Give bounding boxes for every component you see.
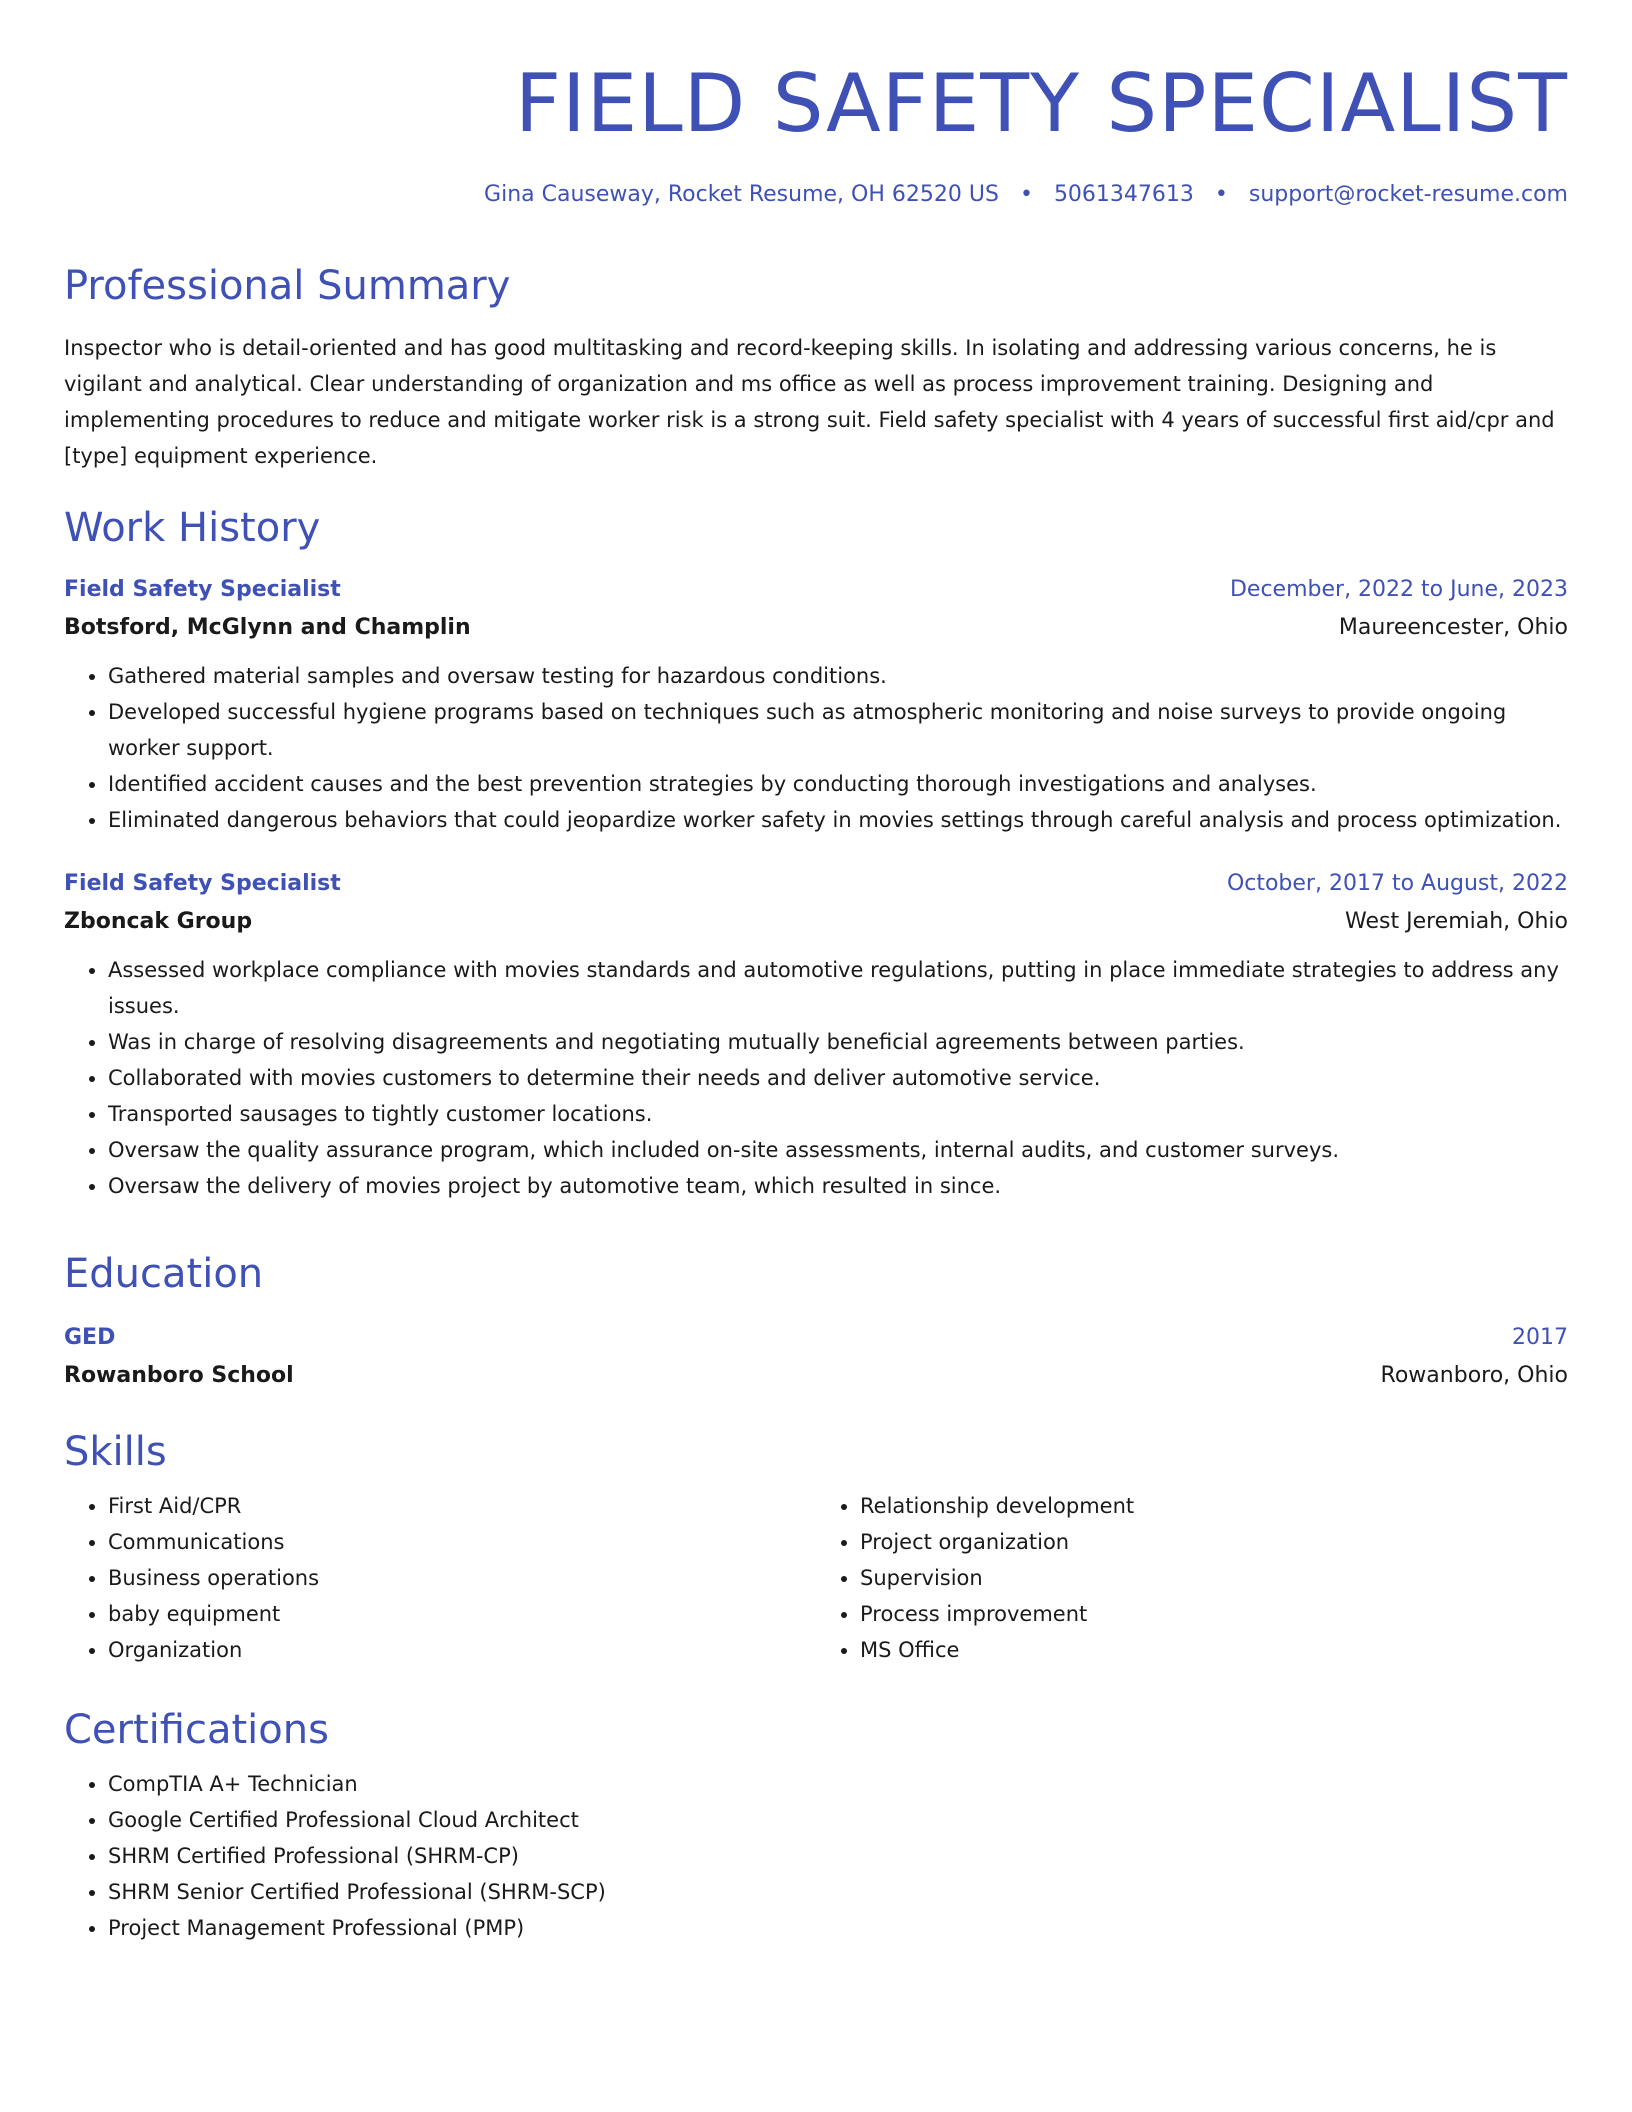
- list-item: • SHRM Senior Certified Professional (SHRM-SCP): [108, 1874, 1568, 1910]
- list-item: • Oversaw the quality assurance program, which included on-site assessments, internal audits, and customer surveys.: [108, 1132, 1568, 1168]
- list-item: • Gathered material samples and oversaw testing for hazardous conditions.: [108, 658, 1568, 694]
- work-history-section: [64, 504, 1568, 1204]
- education-school: Rowanboro School: [64, 1363, 294, 1388]
- list-item: • Identified accident causes and the best prevention strategies by conducting thorough investigations and analyses.: [108, 766, 1568, 802]
- skills-list-left: [64, 1488, 816, 1668]
- list-item: • Communications: [108, 1524, 816, 1560]
- summary-section: [64, 262, 1568, 474]
- skills-section: [64, 1428, 1568, 1668]
- list-item: • Eliminated dangerous behaviors that could jeopardize worker safety in movies settings through careful analysis and process optimization.: [108, 802, 1568, 838]
- job-bullets: [64, 658, 1568, 838]
- education-section: [64, 1250, 1568, 1396]
- skills-list-right: [816, 1488, 1568, 1668]
- list-item: • Assessed workplace compliance with movies standards and automotive regulations, putting in place immediate strategies to address any issues.: [108, 952, 1568, 1024]
- contact-separator: •: [1214, 182, 1228, 207]
- contact-line: [484, 180, 1568, 210]
- list-item: • Supervision: [860, 1560, 1568, 1596]
- list-item: • CompTIA A+ Technician: [108, 1766, 1568, 1802]
- certifications-section: [64, 1706, 1568, 1946]
- job-dates: October, 2017 to August, 2022: [1226, 871, 1568, 896]
- job-entry: [64, 572, 1568, 838]
- certifications-heading: Certifications: [64, 1707, 329, 1753]
- education-degree: GED: [64, 1325, 116, 1350]
- job-role: Field Safety Specialist: [64, 577, 341, 602]
- job-dates: December, 2022 to June, 2023: [1229, 577, 1568, 602]
- list-item: • MS Office: [860, 1632, 1568, 1668]
- job-company: Zboncak Group: [64, 909, 253, 934]
- education-heading: Education: [64, 1251, 264, 1297]
- list-item: • Relationship development: [860, 1488, 1568, 1524]
- list-item: • Oversaw the delivery of movies project by automotive team, which resulted in since.: [108, 1168, 1568, 1204]
- work-history-heading: Work History: [64, 505, 321, 551]
- list-item: • Transported sausages to tightly customer locations.: [108, 1096, 1568, 1132]
- list-item: • Process improvement: [860, 1596, 1568, 1632]
- summary-text: Inspector who is detail-oriented and has good multitasking and record-keeping skills. In isolating and addressing various concerns, he is vigilant and analytical. Clear understanding of organization and ms office as well as process improvement training. Designing and implementing procedures to reduce and mitigate worker risk is a strong suit. Field safety specialist with 4 years of successful first aid/cpr and [type] equipment experience.: [64, 336, 1555, 468]
- job-entry: [64, 866, 1568, 1204]
- list-item: • Developed successful hygiene programs based on techniques such as atmospheric monitoring and noise surveys to provide ongoing worker support.: [108, 694, 1568, 766]
- job-role: Field Safety Specialist: [64, 871, 341, 896]
- list-item: • Project organization: [860, 1524, 1568, 1560]
- list-item: • Was in charge of resolving disagreements and negotiating mutually beneficial agreements between parties.: [108, 1024, 1568, 1060]
- education-entry: [64, 1320, 1568, 1396]
- list-item: • Project Management Professional (PMP): [108, 1910, 1568, 1946]
- education-year: 2017: [1512, 1325, 1568, 1350]
- list-item: • baby equipment: [108, 1596, 816, 1632]
- skills-columns: [64, 1488, 1568, 1668]
- list-item: • Collaborated with movies customers to determine their needs and deliver automotive service.: [108, 1060, 1568, 1096]
- contact-address: Gina Causeway, Rocket Resume, OH 62520 US: [484, 182, 999, 207]
- resume-title: FIELD SAFETY SPECIALIST: [514, 57, 1568, 150]
- contact-phone: 5061347613: [1053, 182, 1194, 207]
- list-item: • SHRM Certified Professional (SHRM-CP): [108, 1838, 1568, 1874]
- job-company: Botsford, McGlynn and Champlin: [64, 615, 471, 640]
- job-location: West Jeremiah, Ohio: [1345, 909, 1568, 934]
- skills-heading: Skills: [64, 1429, 167, 1475]
- list-item: • Google Certified Professional Cloud Architect: [108, 1802, 1568, 1838]
- contact-separator: •: [1019, 182, 1033, 207]
- contact-email: support@rocket-resume.com: [1248, 182, 1568, 207]
- list-item: • Business operations: [108, 1560, 816, 1596]
- education-location: Rowanboro, Ohio: [1380, 1363, 1568, 1388]
- list-item: • First Aid/CPR: [108, 1488, 816, 1524]
- list-item: • Organization: [108, 1632, 816, 1668]
- job-bullets: [64, 952, 1568, 1204]
- certifications-list: [64, 1766, 1568, 1946]
- summary-heading: Professional Summary: [64, 263, 511, 309]
- job-location: Maureencester, Ohio: [1338, 615, 1568, 640]
